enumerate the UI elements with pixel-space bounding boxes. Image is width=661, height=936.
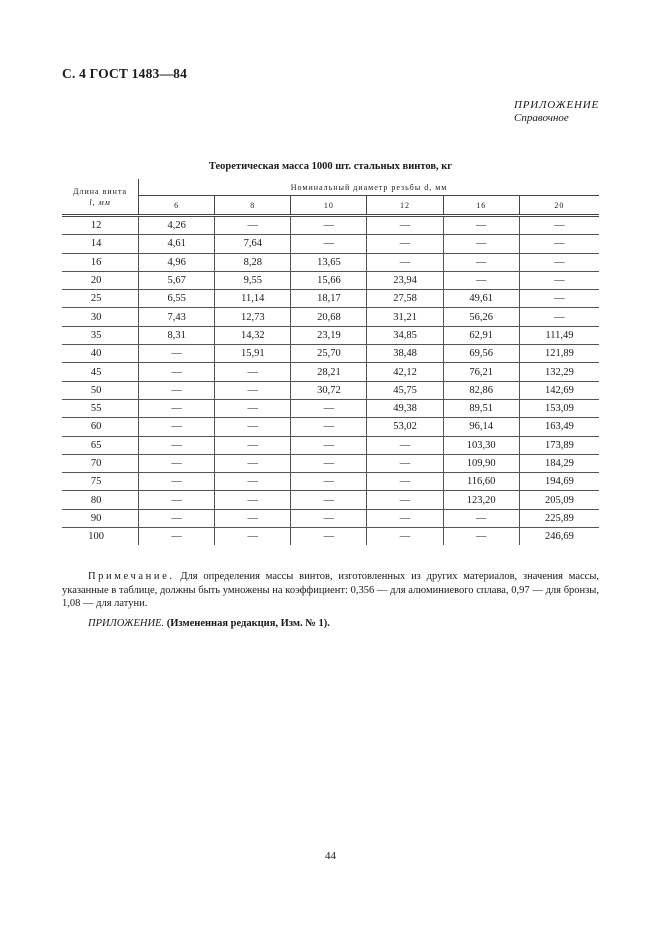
mass-cell: —: [367, 454, 443, 472]
mass-cell: —: [139, 454, 215, 472]
table-note: [62, 570, 599, 611]
length-column-header: [62, 179, 139, 216]
mass-cell: —: [291, 473, 367, 491]
mass-cell: 76,21: [443, 363, 519, 381]
mass-cell: 184,29: [519, 454, 599, 472]
mass-cell: —: [291, 216, 367, 235]
mass-cell: —: [215, 509, 291, 527]
mass-cell: 89,51: [443, 399, 519, 417]
length-cell: 25: [62, 290, 139, 308]
diameter-header-cell: 16: [443, 196, 519, 216]
mass-cell: —: [139, 473, 215, 491]
mass-cell: —: [443, 509, 519, 527]
mass-cell: —: [519, 290, 599, 308]
mass-cell: —: [215, 418, 291, 436]
mass-cell: 14,32: [215, 326, 291, 344]
table-row: [62, 308, 599, 326]
table-row: [62, 235, 599, 253]
mass-cell: —: [215, 399, 291, 417]
mass-cell: 96,14: [443, 418, 519, 436]
mass-cell: 4,26: [139, 216, 215, 235]
mass-cell: —: [519, 216, 599, 235]
mass-cell: —: [139, 363, 215, 381]
table-row: [62, 509, 599, 527]
mass-cell: —: [519, 271, 599, 289]
mass-cell: —: [291, 491, 367, 509]
page-header-title: С. 4 ГОСТ 1483—84: [62, 66, 188, 81]
mass-cell: 153,09: [519, 399, 599, 417]
mass-cell: —: [215, 216, 291, 235]
length-header-line2: l, мм: [89, 197, 111, 207]
mass-cell: —: [139, 436, 215, 454]
mass-cell: 8,28: [215, 253, 291, 271]
mass-cell: —: [215, 363, 291, 381]
mass-cell: —: [139, 509, 215, 527]
mass-cell: —: [443, 235, 519, 253]
length-cell: 12: [62, 216, 139, 235]
note-label: Примечание.: [88, 571, 175, 582]
length-cell: 50: [62, 381, 139, 399]
mass-cell: —: [367, 436, 443, 454]
mass-cell: 38,48: [367, 345, 443, 363]
length-cell: 20: [62, 271, 139, 289]
mass-cell: —: [443, 271, 519, 289]
mass-cell: 205,09: [519, 491, 599, 509]
length-cell: 70: [62, 454, 139, 472]
diameter-header-cell: 10: [291, 196, 367, 216]
table-row: [62, 436, 599, 454]
length-cell: 60: [62, 418, 139, 436]
mass-cell: 173,89: [519, 436, 599, 454]
mass-cell: —: [215, 491, 291, 509]
table-body: [62, 216, 599, 546]
mass-cell: —: [291, 509, 367, 527]
diameter-header-cell: 6: [139, 196, 215, 216]
mass-cell: —: [367, 216, 443, 235]
mass-cell: 25,70: [291, 345, 367, 363]
mass-cell: —: [215, 528, 291, 546]
mass-cell: 45,75: [367, 381, 443, 399]
mass-cell: 111,49: [519, 326, 599, 344]
mass-cell: 163,49: [519, 418, 599, 436]
table-row: [62, 216, 599, 235]
edit-note-label: ПРИЛОЖЕНИЕ.: [88, 618, 165, 629]
mass-cell: —: [367, 473, 443, 491]
mass-cell: 246,69: [519, 528, 599, 546]
mass-cell: 116,60: [443, 473, 519, 491]
mass-cell: 6,55: [139, 290, 215, 308]
length-header-line1: Длина винта: [73, 186, 128, 196]
mass-cell: —: [367, 235, 443, 253]
diameter-header-cell: 8: [215, 196, 291, 216]
mass-cell: 142,69: [519, 381, 599, 399]
mass-cell: —: [139, 345, 215, 363]
table-row: [62, 381, 599, 399]
length-cell: 40: [62, 345, 139, 363]
appendix-type: Справочное: [514, 112, 569, 124]
mass-cell: 62,91: [443, 326, 519, 344]
length-cell: 90: [62, 509, 139, 527]
table-header: [62, 179, 599, 216]
mass-cell: —: [443, 528, 519, 546]
mass-cell: 23,94: [367, 271, 443, 289]
mass-cell: —: [291, 399, 367, 417]
note-text: Для определения массы винтов, изготовленных из других материалов, значения массы, указанные в таблице, должны быть умножены на коэффициент: 0,356 — для алюминиевого сплава, 0,97 — для бронзы, 1,08 — для латуни.: [62, 571, 599, 609]
mass-cell: 109,90: [443, 454, 519, 472]
mass-cell: —: [443, 216, 519, 235]
mass-cell: 103,30: [443, 436, 519, 454]
edit-note: [88, 618, 330, 629]
mass-cell: —: [367, 491, 443, 509]
mass-cell: 42,12: [367, 363, 443, 381]
length-cell: 80: [62, 491, 139, 509]
mass-cell: —: [291, 436, 367, 454]
diameter-row: [62, 196, 599, 216]
mass-cell: 121,89: [519, 345, 599, 363]
mass-cell: 30,72: [291, 381, 367, 399]
mass-cell: 18,17: [291, 290, 367, 308]
mass-cell: 7,43: [139, 308, 215, 326]
table-row: [62, 473, 599, 491]
table-row: [62, 271, 599, 289]
edit-note-text: (Измененная редакция, Изм. № 1).: [164, 618, 330, 629]
length-cell: 14: [62, 235, 139, 253]
mass-cell: 23,19: [291, 326, 367, 344]
mass-cell: 56,26: [443, 308, 519, 326]
appendix-label: ПРИЛОЖЕНИЕ: [514, 99, 599, 111]
mass-cell: —: [139, 381, 215, 399]
table-row: [62, 399, 599, 417]
length-cell: 100: [88, 531, 104, 543]
mass-cell: —: [519, 253, 599, 271]
length-cell: 16: [62, 253, 139, 271]
table-row: [62, 491, 599, 509]
table-row: [62, 363, 599, 381]
mass-cell: —: [139, 491, 215, 509]
table-row: [62, 528, 599, 546]
table-row: [62, 418, 599, 436]
mass-cell: —: [139, 399, 215, 417]
mass-cell: 123,20: [443, 491, 519, 509]
mass-cell: —: [519, 308, 599, 326]
mass-cell: 225,89: [519, 509, 599, 527]
mass-cell: —: [519, 235, 599, 253]
mass-cell: 49,38: [367, 399, 443, 417]
mass-cell: —: [367, 528, 443, 546]
mass-cell: 15,91: [215, 345, 291, 363]
mass-cell: 13,65: [291, 253, 367, 271]
diameter-header-cell: 12: [367, 196, 443, 216]
length-cell: 30: [62, 308, 139, 326]
mass-cell: 20,68: [291, 308, 367, 326]
table-row: [62, 326, 599, 344]
mass-cell: 82,86: [443, 381, 519, 399]
mass-cell: 12,73: [215, 308, 291, 326]
mass-cell: 5,67: [139, 271, 215, 289]
mass-cell: —: [139, 418, 215, 436]
mass-cell: —: [291, 235, 367, 253]
mass-cell: —: [291, 454, 367, 472]
length-cell: 65: [62, 436, 139, 454]
page-number: 44: [325, 850, 336, 862]
table-row: [62, 290, 599, 308]
mass-cell: 27,58: [367, 290, 443, 308]
mass-cell: —: [367, 509, 443, 527]
diameter-group-header: Номинальный диаметр резьбы d, мм: [139, 179, 599, 196]
mass-cell: 15,66: [291, 271, 367, 289]
mass-cell: —: [215, 473, 291, 491]
mass-cell: 132,29: [519, 363, 599, 381]
mass-table: [62, 179, 599, 545]
table-row: [62, 454, 599, 472]
mass-cell: 31,21: [367, 308, 443, 326]
mass-cell: 9,55: [215, 271, 291, 289]
mass-cell: 49,61: [443, 290, 519, 308]
mass-cell: 69,56: [443, 345, 519, 363]
mass-cell: 4,96: [139, 253, 215, 271]
mass-cell: —: [291, 528, 367, 546]
mass-cell: 53,02: [367, 418, 443, 436]
table-row: [62, 253, 599, 271]
length-cell: 55: [62, 399, 139, 417]
mass-cell: —: [443, 253, 519, 271]
table-caption: Теоретическая масса 1000 шт. стальных винтов, кг: [208, 161, 453, 172]
mass-cell: 8,31: [139, 326, 215, 344]
mass-cell: 28,21: [291, 363, 367, 381]
length-cell: 35: [62, 326, 139, 344]
mass-cell: —: [215, 436, 291, 454]
mass-cell: 194,69: [519, 473, 599, 491]
appendix-heading: [514, 99, 599, 125]
table-row: [62, 345, 599, 363]
diameter-header-cell: 20: [519, 196, 599, 216]
mass-cell: —: [367, 253, 443, 271]
mass-cell: —: [215, 454, 291, 472]
mass-cell: —: [215, 381, 291, 399]
mass-cell: 34,85: [367, 326, 443, 344]
mass-cell: —: [291, 418, 367, 436]
mass-cell: —: [139, 528, 215, 546]
mass-cell: 4,61: [139, 235, 215, 253]
mass-cell: 11,14: [215, 290, 291, 308]
mass-cell: 7,64: [215, 235, 291, 253]
length-cell: 45: [62, 363, 139, 381]
length-cell: 75: [62, 473, 139, 491]
